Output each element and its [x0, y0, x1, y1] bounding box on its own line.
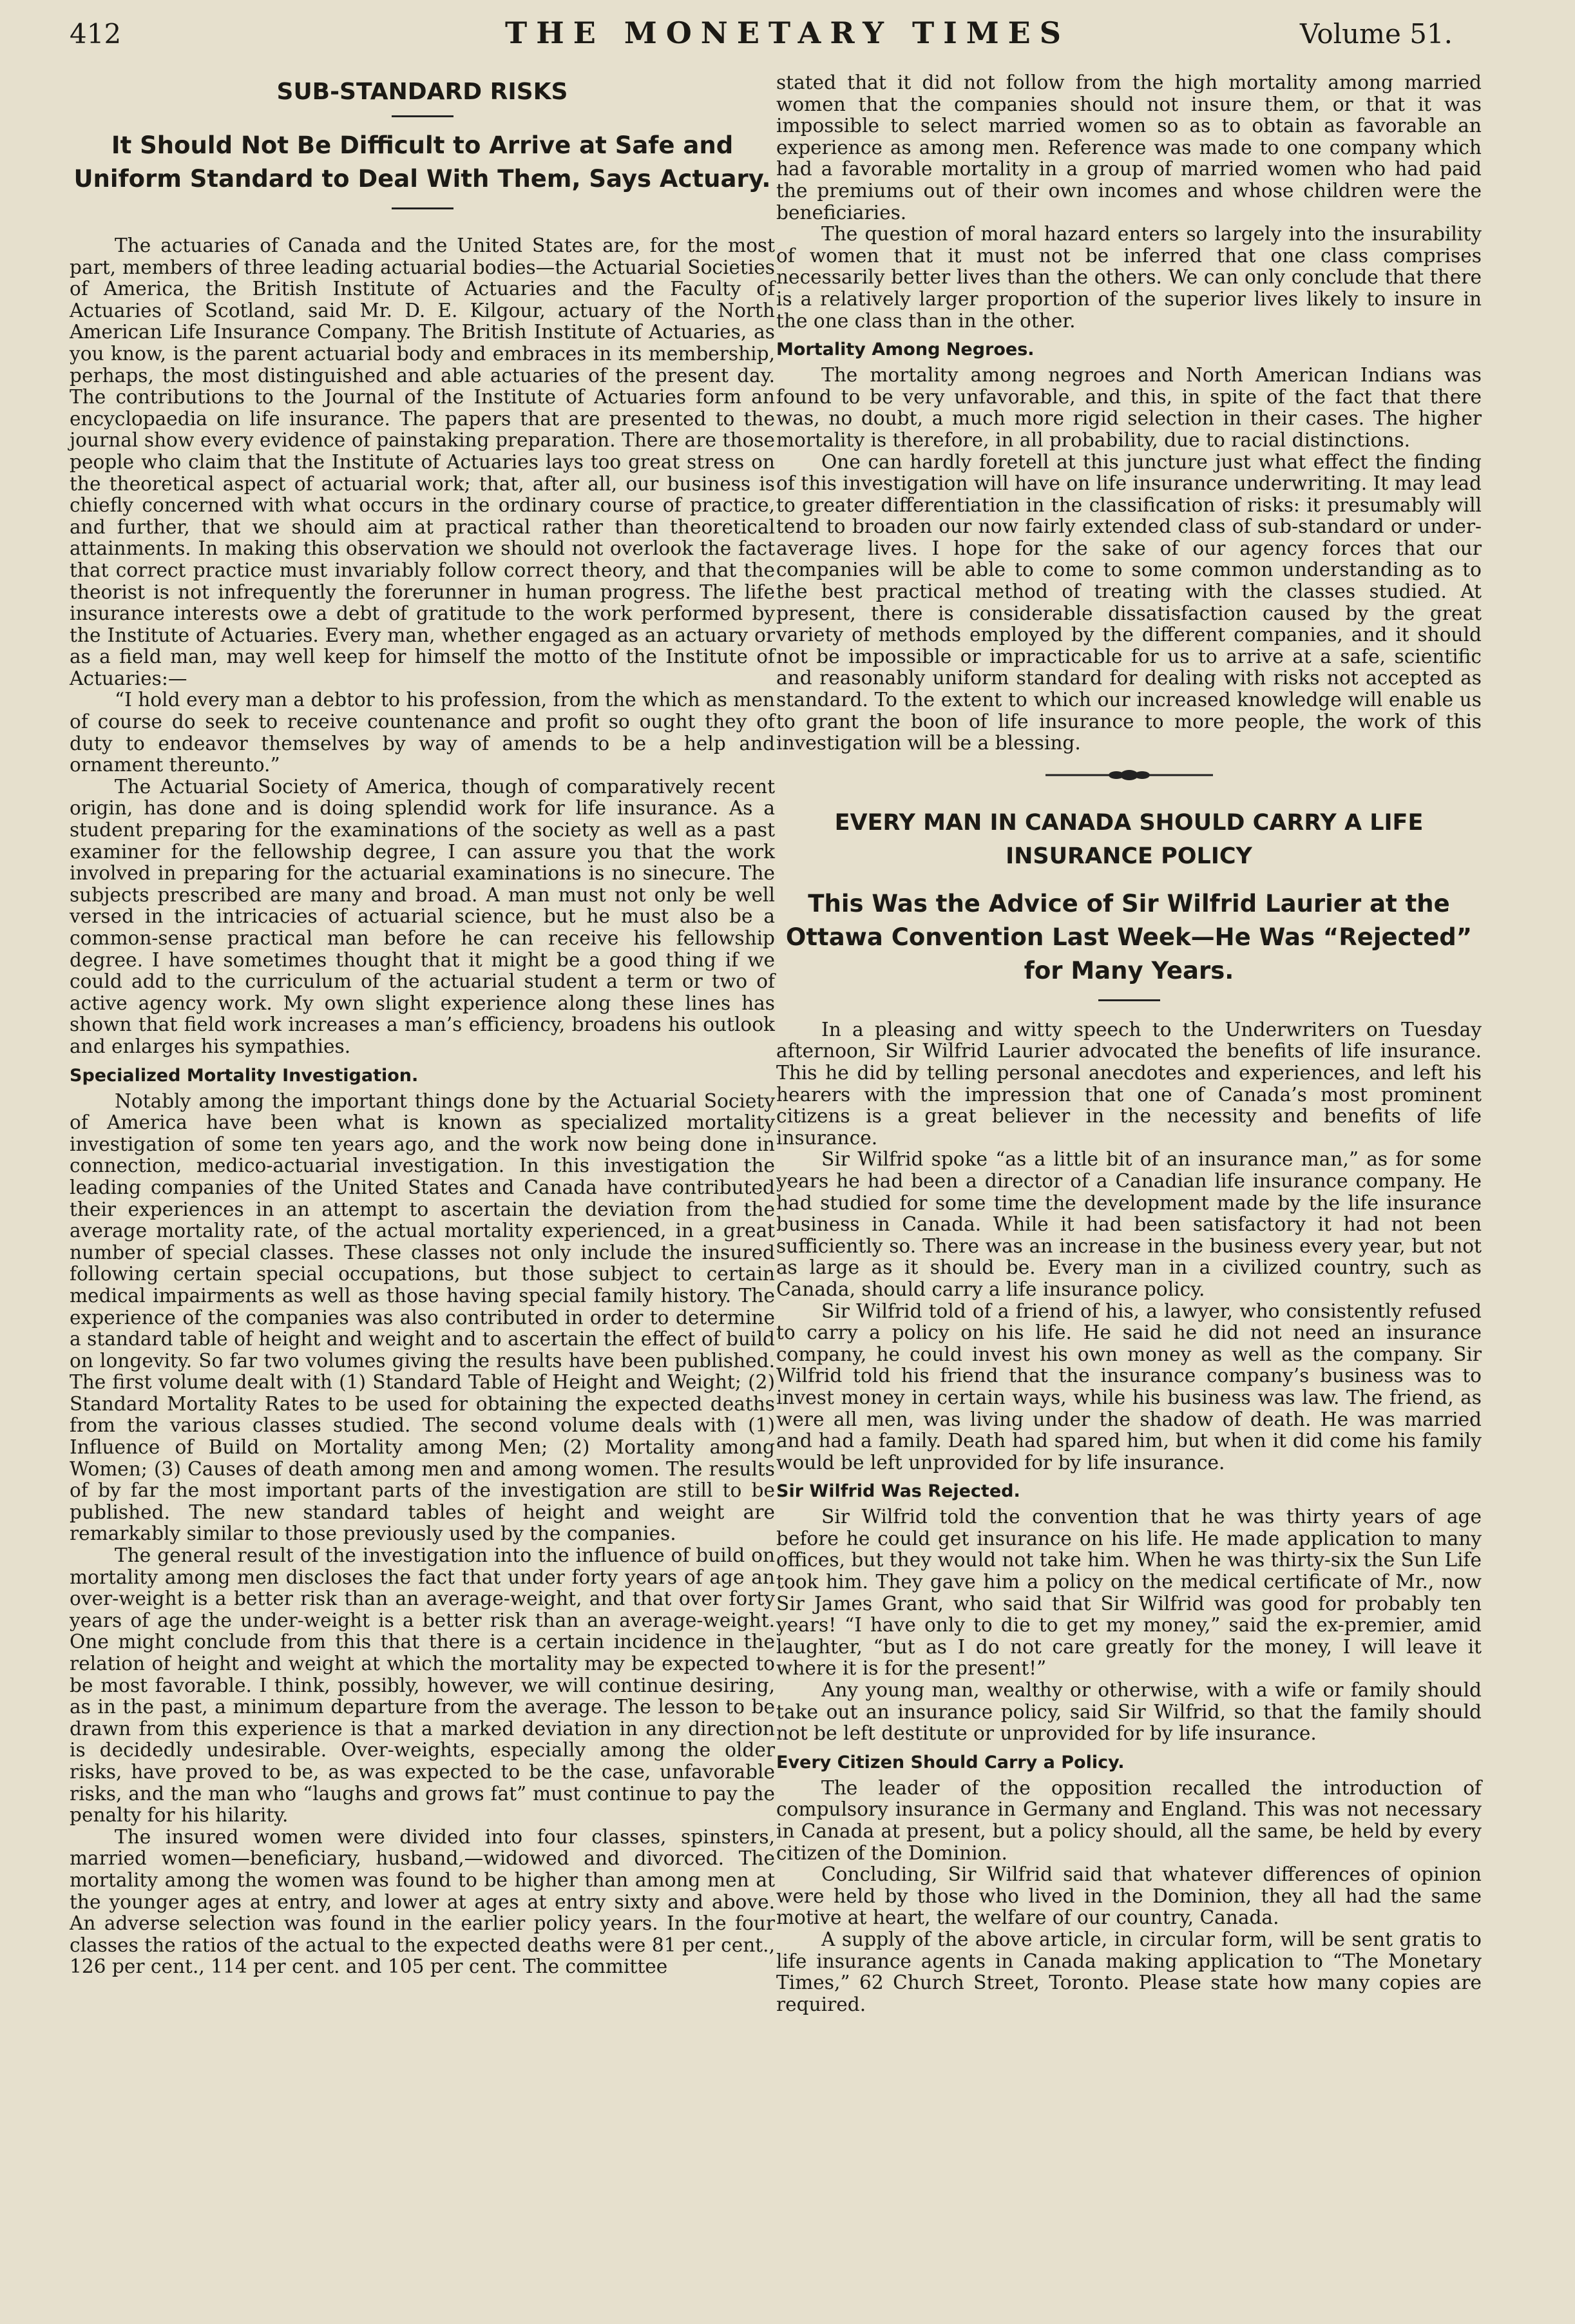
masthead: THE MONETARY TIMES: [505, 15, 1070, 50]
subhead-mortality-negroes: Mortality Among Negroes.: [776, 340, 1035, 360]
left-column: [70, 72, 775, 1978]
page-number: 412: [70, 18, 122, 50]
paragraph: In a pleasing and witty speech to the Underwriters on Tuesday afternoon, Sir Wilfrid Laurier advocated the benefits of life insurance. This he did by telling personal anecdotes and experiences, and left his hearers with the impression that one of Canada’s most prominent citizens is a great believer in the necessity and benefits of life insurance.: [776, 1018, 1482, 1149]
deck-rule: [1098, 999, 1160, 1001]
subhead-specialized-mortality: Specialized Mortality Investigation.: [70, 1065, 419, 1086]
article2-title: EVERY MAN IN CANADA SHOULD CARRY A LIFE INSURANCE POLICY: [834, 809, 1424, 869]
paragraph: Any young man, wealthy or otherwise, with a wife or family should take out an insurance policy, said Sir Wilfrid, so that the family should not be left destitute or unprovided for by life insurance.: [776, 1679, 1482, 1745]
paragraph: The insured women were divided into four classes, spinsters, married women—beneficiary, husband,—widowed and divorced. The mortality among the women was found to be higher than among men at the younger ages at entry, and lower at ages at entry sixty and above. An adverse selection was found in the earlier policy years. In the four classes the ratios of the actual to the expected deaths were 81 per cent., 126 per cent., 114 per cent. and 105 per cent. The committee: [70, 1825, 775, 1978]
paragraph: The mortality among negroes and North American Indians was found to be very unfavorable, and this, in spite of the fact that there was, no doubt, a much more rigid selection in their cases. The higher mortality is therefore, in all probability, due to racial distinctions.: [776, 364, 1482, 451]
paragraph: The general result of the investigation into the influence of build on mortality among men discloses the fact that under forty years of age an over-weight is a better risk than an average-weight, and that over forty years of age the under-weight is a better risk than an average-weight. One might conclude from this that there is a certain incidence in the relation of height and weight at which the mortality may be expected to be most favorable. I think, possibly, however, we will continue desiring, as in the past, a minimum departure from the average. The lesson to be drawn from this experience is that a marked deviation in any direction is decidedly undesirable. Over-weights, especially among the older risks, have proved to be, as was expected to be the case, unfavorable risks, and the man who “laughs and grows fat” must continue to pay the penalty for his hilarity.: [70, 1544, 775, 1827]
ornament-rule-icon: [1045, 769, 1213, 782]
ornament-divider: [1045, 769, 1213, 784]
paragraph: Sir Wilfrid spoke “as a little bit of an insurance man,” as for some years he had been a director of a Canadian life insurance company. He had studied for some time the development made by the life insurance business in Canada. While it had been satisfactory it had not been sufficiently so. There was an increase in the business every year, but not as large as it should be. Every man in a civilized country, such as Canada, should carry a life insurance policy.: [776, 1148, 1482, 1300]
paragraph: The Actuarial Society of America, though of comparatively recent origin, has done and is doing splendid work for life insurance. As a student preparing for the examinations of the society as well as a past examiner for the fellowship degree, I can assure you that the work involved in preparing for the actuarial examinations is no sinecure. The subjects prescribed are many and broad. A man must not only be well versed in the intricacies of actuarial science, but he must also be a common-sense practical man before he can receive his fellowship degree. I have sometimes thought that it might be a good thing if we could add to the curriculum of the actuarial student a term or two of active agency work. My own slight experience along these lines has shown that field work increases a man’s efficiency, broadens his outlook and enlarges his sympathies.: [70, 775, 775, 1057]
paragraph: The question of moral hazard enters so largely into the insurability of women that it must not be inferred that one class comprises necessarily better lives than the others. We can only conclude that there is a relatively larger proportion of the superior lives likely to insure in the one class than in the other.: [776, 223, 1482, 332]
paragraph: Sir Wilfrid told of a friend of his, a lawyer, who consistently refused to carry a policy on his life. He said he did not need an insurance company, he could invest his own money as well as the company. Sir Wilfrid told his friend that the insurance company’s business was to invest money in certain ways, while his business was law. The friend, as were all men, was living under the shadow of death. He was married and had a family. Death had spared him, but when it did come his family would be left unprovided for by life insurance.: [776, 1300, 1482, 1474]
paragraph: The actuaries of Canada and the United States are, for the most part, members of three leading actuarial bodies—the Actuarial Societies of America, the British Institute of Actuaries and the Faculty of Actuaries of Scotland, said Mr. D. E. Kilgour, actuary of the North American Life Insurance Company. The British Institute of Actuaries, as you know, is the parent actuarial body and embraces in its membership, perhaps, the most distinguished and able actuaries of the present day. The contributions to the Journal of the Institute of Actuaries form an encyclopaedia on life insurance. The papers that are presented to the journal show every evidence of painstaking preparation. There are those people who claim that the Institute of Actuaries lays too great stress on the theoretical aspect of actuarial work; that, after all, our business is chiefly concerned with what occurs in the ordinary course of practice, and further, that we should aim at practical rather than theoretical attainments. In making this observation we should not overlook the fact that correct practice must invariably follow correct theory, and that the theorist is not infrequently the forerunner in human progress. The life insurance interests owe a debt of gratitude to the work performed by the Institute of Actuaries. Every man, whether engaged as an actuary or as a field man, may well keep for himself the motto of the Institute of Actuaries:—: [70, 235, 775, 689]
deck-rule: [392, 207, 453, 209]
paragraph: stated that it did not follow from the high mortality among married women that the companies should not insure them, or that it was impossible to select married women so as to obtain as favorable an experience as among men. Reference was made to one company which had a favorable mortality in a group of married women who had paid the premiums out of their own incomes and whose children were the beneficiaries.: [776, 72, 1482, 224]
page-header: [0, 15, 1575, 61]
article1-title: SUB-STANDARD RISKS: [276, 79, 568, 105]
paragraph: The leader of the opposition recalled the introduction of compulsory insurance in Germany and England. This was not necessary in Canada at present, but a policy should, all the same, be held by every citizen of the Dominion.: [776, 1776, 1482, 1864]
paragraph: “I hold every man a debtor to his profession, from the which as men of course do seek to receive countenance and profit so ought they of duty to endeavor themselves by way of amends to be a help and ornament thereunto.”: [70, 689, 775, 776]
paragraph: A supply of the above article, in circular form, will be sent gratis to life insurance agents in Canada making application to “The Monetary Times,” 62 Church Street, Toronto. Please state how many copies are required.: [776, 1928, 1482, 2015]
paragraph: Sir Wilfrid told the convention that he was thirty years of age before he could get insurance on his life. He made application to many offices, but they would not take him. When he was thirty-six the Sun Life took him. They gave him a policy on the medical certificate of Mr., now Sir James Grant, who said that Sir Wilfrid was good for probably ten years! “I have only to die to get my money,” said the ex-premier, amid laughter, “but as I do not care greatly for the money, I will leave it where it is for the present!”: [776, 1506, 1482, 1680]
paragraph: Concluding, Sir Wilfrid said that whatever differences of opinion were held by those who lived in the Dominion, they all had the same motive at heart, the welfare of our country, Canada.: [776, 1863, 1482, 1929]
volume-label: Volume 51.: [1299, 18, 1453, 50]
right-column: [776, 72, 1482, 2015]
title-rule: [392, 115, 453, 117]
paragraph: Notably among the important things done by the Actuarial Society of America have been what is known as specialized mortality investigation of some ten years ago, and the work now being done in connection, medico-actuarial investigation. In this investigation the leading companies of the United States and Canada have contributed their experiences in an attempt to ascertain the deviation from the average mortality rate, of the actual mortality experienced, in a great number of special classes. These classes not only include the insured following certain special occupations, but those subject to certain medical impairments as well as those having special family history. The experience of the companies was also contributed in order to determine a standard table of height and weight and to ascertain the effect of build on longevity. So far two volumes giving the results have been published. The first volume dealt with (1) Standard Table of Height and Weight; (2) Standard Mortality Rates to be used for obtaining the expected deaths from the various classes studied. The second volume deals with (1) Influence of Build on Mortality among Men; (2) Mortality among Women; (3) Causes of death among men and among women. The results of by far the most important parts of the investigation are still to be published. The new standard tables of height and weight are remarkably similar to those previously used by the companies.: [70, 1090, 775, 1545]
subhead-every-citizen: Every Citizen Should Carry a Policy.: [776, 1752, 1125, 1772]
article2-deck: This Was the Advice of Sir Wilfrid Laurier at the Ottawa Convention Last Week—He Was “Rejected” for Many Years.: [785, 889, 1473, 984]
article1-deck: It Should Not Be Difficult to Arrive at Safe and Uniform Standard to Deal With Them, Says Actuary.: [73, 131, 771, 193]
subhead-sir-wilfrid-rejected: Sir Wilfrid Was Rejected.: [776, 1481, 1020, 1502]
paragraph: One can hardly foretell at this juncture just what effect the finding of this investigation will have on life insurance underwriting. It may lead to greater differentiation in the classification of risks: it presumably will tend to broaden our now fairly extended class of sub-standard or under-average lives. I hope for the sake of our agency forces that our companies will be able to come to some common understanding as to the best practical method of treating with the classes studied. At present, there is considerable dissatisfaction caused by the great variety of methods employed by the different companies, and it should not be impossible or impracticable for us to arrive at a safe, scientific and reasonably uniform standard for dealing with risks not accepted as standard. To the extent to which our increased knowledge will enable us to grant the boon of life insurance to more people, the work of this investigation will be a blessing.: [776, 450, 1482, 754]
